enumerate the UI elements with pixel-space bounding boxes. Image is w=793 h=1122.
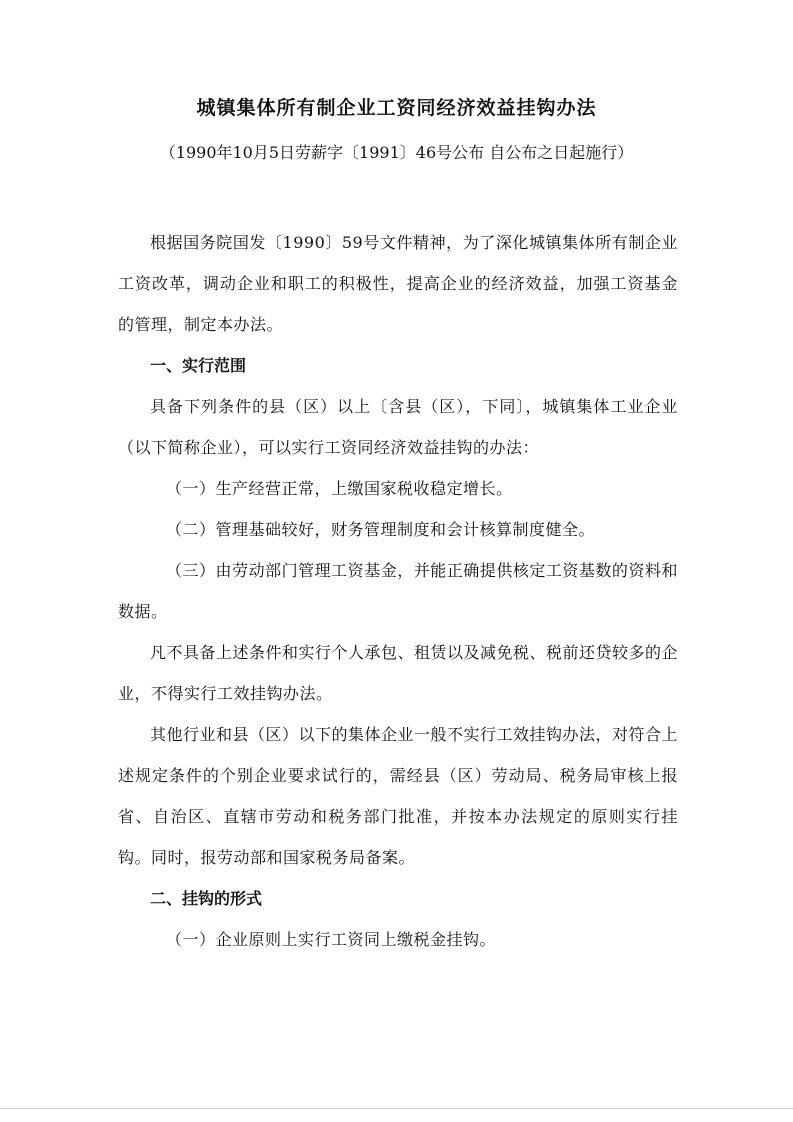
document-body — [118, 222, 678, 960]
exclusion-paragraph: 凡不具备上述条件和实行个人承包、租赁以及减免税、税前还贷较多的企业，不得实行工效挂钩办法。 — [118, 643, 679, 703]
form-item-1: （一）企业原则上实行工资同上缴税金挂钩。 — [166, 930, 497, 949]
section-heading-scope: 一、实行范围 — [150, 356, 247, 375]
scope-intro-paragraph: 具备下列条件的县（区）以上〔含县（区），下同〕，城镇集体工业企业（以下简称企业），可以实行工资同经济效益挂钩的办法： — [118, 397, 678, 457]
section-heading-form: 二、挂钩的形式 — [150, 889, 263, 908]
preamble-paragraph: 根据国务院国发〔1990〕59号文件精神，为了深化城镇集体所有制企业工资改革，调动企业和职工的积极性，提高企业的经济效益，加强工资基金的管理，制定本办法。 — [118, 233, 678, 334]
document-subtitle: （1990年10月5日劳薪字〔1991〕46号公布 自公布之日起施行） — [159, 143, 634, 162]
scope-item-1: （一）生产经营正常，上缴国家税收稳定增长。 — [166, 479, 513, 498]
scope-item-2: （二）管理基础较好，财务管理制度和会计核算制度健全。 — [166, 520, 596, 539]
other-enterprises-paragraph: 其他行业和县（区）以下的集体企业一般不实行工效挂钩办法，对符合上述规定条件的个别企业要求试行的，需经县（区）劳动局、税务局审核上报省、自治区、直辖市劳动和税务部门批准，并按本办法规定的原则实行挂钩。同时，报劳动部和国家税务局备案。 — [118, 725, 679, 867]
document-title: 城镇集体所有制企业工资同经济效益挂钩办法 — [196, 97, 597, 119]
page-bottom-divider — [0, 1108, 793, 1109]
scope-item-3: （三）由劳动部门管理工资基金，并能正确提供核定工资基数的资料和数据。 — [118, 561, 678, 621]
